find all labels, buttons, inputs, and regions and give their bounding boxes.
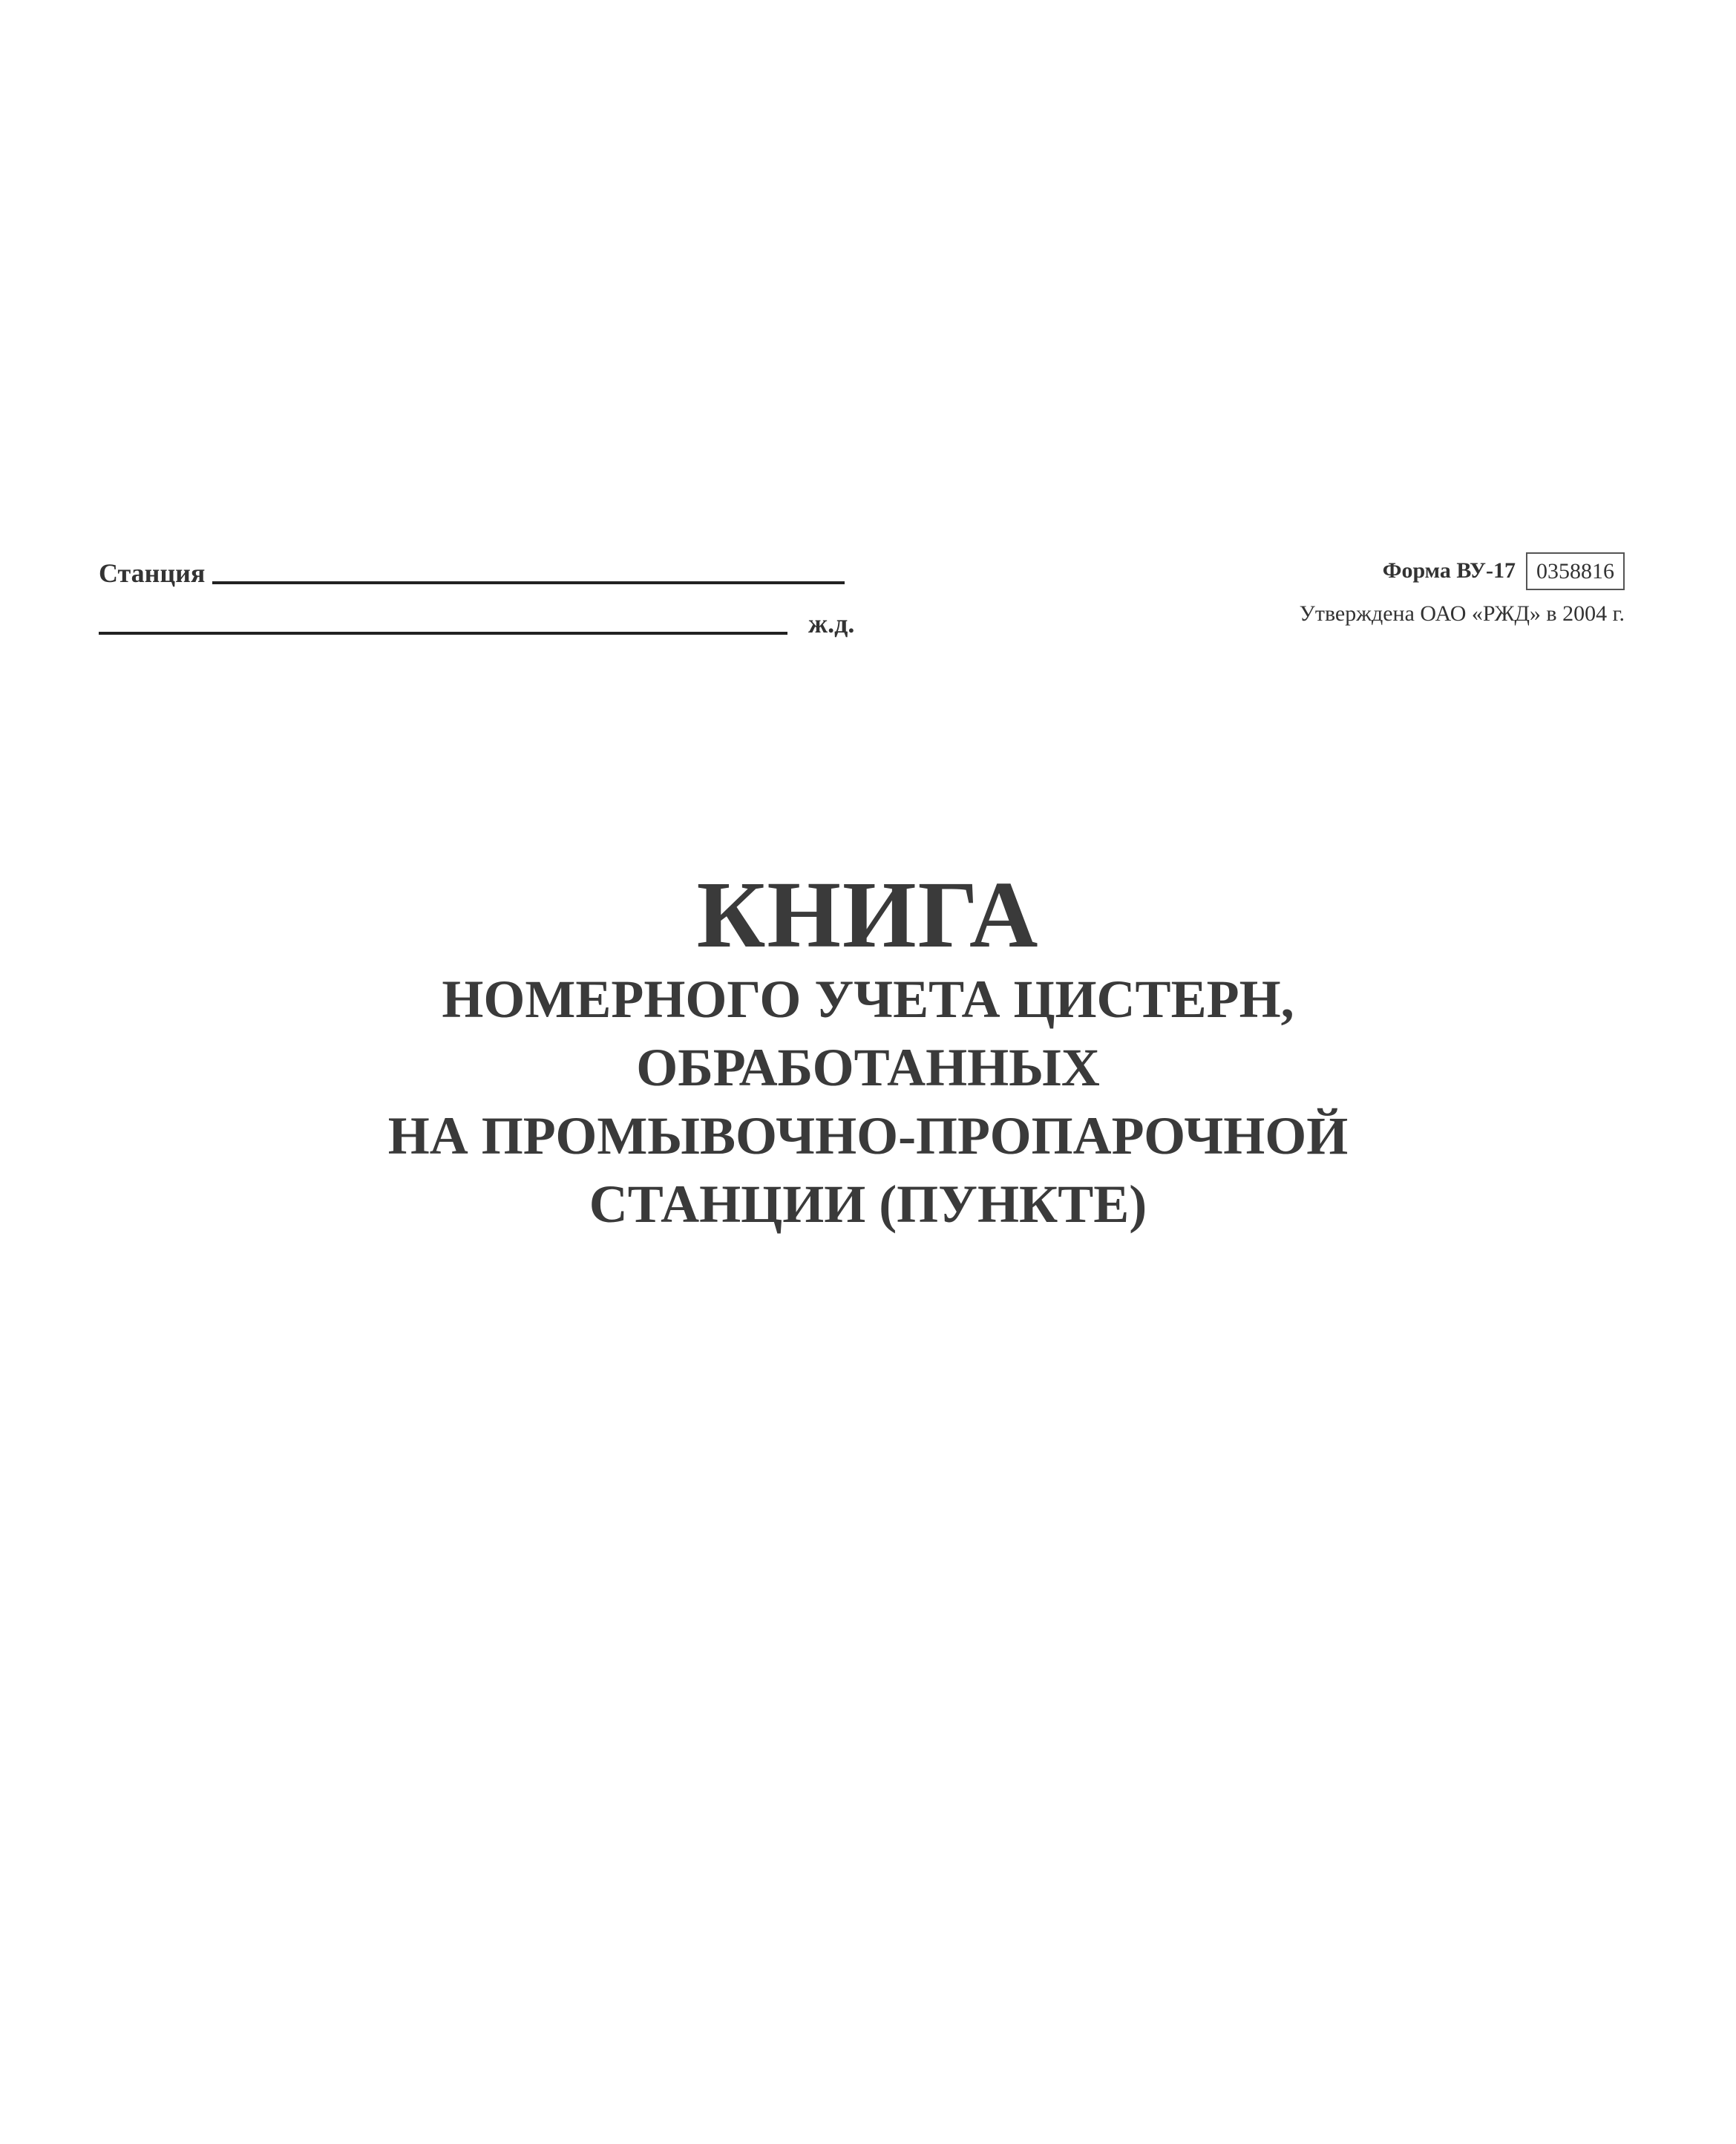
title-block	[0, 862, 1736, 1238]
subtitle-line: НА ПРОМЫВОЧНО-ПРОПАРОЧНОЙ	[387, 1106, 1349, 1166]
approval-note: Утверждена ОАО «РЖД» в 2004 г.	[1299, 601, 1625, 626]
railway-blank-line	[99, 632, 787, 635]
station-blank-line	[212, 581, 845, 584]
subtitle-line: ОБРАБОТАННЫХ	[636, 1038, 1100, 1097]
main-title: КНИГА	[696, 862, 1040, 967]
railway-field	[99, 598, 854, 637]
subtitle	[0, 965, 1736, 1238]
station-field	[99, 548, 845, 586]
railway-suffix: ж.д.	[808, 609, 855, 638]
form-code-box: 0358816	[1526, 552, 1625, 590]
subtitle-line: СТАНЦИИ (ПУНКТЕ)	[589, 1174, 1147, 1234]
subtitle-line: НОМЕРНОГО УЧЕТА ЦИСТЕРН,	[442, 970, 1294, 1029]
form-identifier	[1383, 551, 1625, 591]
form-label: Форма ВУ-17	[1382, 558, 1516, 583]
station-label: Станция	[99, 558, 206, 588]
